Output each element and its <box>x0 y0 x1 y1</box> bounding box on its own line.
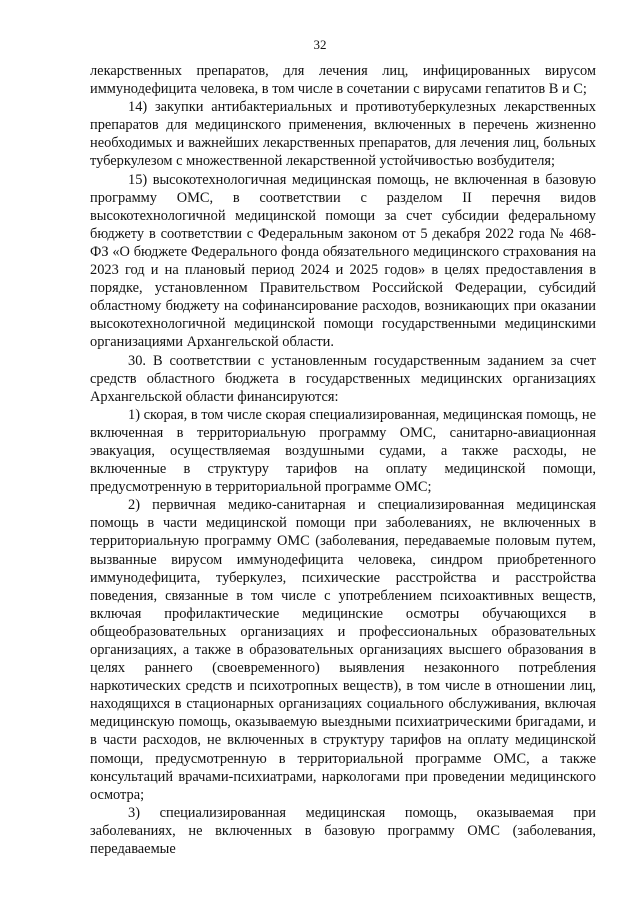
paragraph-item-15: 15) высокотехнологичная медицинская помощь, не включенная в базовую программу ОМС, в соответствии с разделом II перечня видов высокотехнологичной медицинской помощи за счет субсидии федеральному бюджету в соответствии с Федеральным законом от 5 декабря 2022 года № 468-ФЗ «О бюджете Федерального фонда обязательного медицинского страхования на 2023 год и на плановый период 2024 и 2025 годов» в целях предоставления в порядке, установленном Правительством Российской Федерации, субсидий областному бюджету на софинансирование расходов, возникающих при оказании высокотехнологичной медицинской помощи государственными медицинскими организациями Архангельской области. <box>90 171 596 351</box>
document-body <box>90 62 596 858</box>
page-number: 32 <box>313 37 327 52</box>
paragraph-continuation: лекарственных препаратов, для лечения лиц, инфицированных вирусом иммунодефицита человека, в том числе в сочетании с вирусами гепатитов B и C; <box>90 63 596 98</box>
paragraph-subitem-1: 1) скорая, в том числе скорая специализированная, медицинская помощь, не включенная в территориальную программу ОМС, санитарно-авиационная эвакуация, осуществляемая воздушными судами, а также расходы, не включенные в структуру тарифов на оплату медицинской помощи, предусмотренную в территориальной программе ОМС; <box>90 406 596 496</box>
paragraph-item-14: 14) закупки антибактериальных и противотуберкулезных лекарственных препаратов для медицинского применения, включенных в перечень жизненно необходимых и важнейших лекарственных препаратов, для лечения лиц, больных туберкулезом с множественной лекарственной устойчивостью возбудителя; <box>90 99 596 170</box>
paragraph-subitem-2: 2) первичная медико-санитарная и специализированная медицинская помощь в части медицинской помощи при заболеваниях, не включенных в территориальную программу ОМС (заболевания, передаваемые половым путем, вызванные вирусом иммунодефицита человека, синдром приобретенного иммунодефицита, туберкулез, психические расстройства и расстройства поведения, связанные в том числе с употреблением психоактивных веществ, включая профилактические медицинские осмотры обучающихся в общеобразовательных организациях и профессиональных образовательных организациях, а также в образовательных организациях высшего образования в целях раннего (своевременного) выявления незаконного потребления наркотических средств и психотропных веществ), в том числе в отношении лиц, находящихся в стационарных организациях социального обслуживания, включая медицинскую помощь, оказываемую выездными психиатрическими бригадами, и в части расходов, не включенных в структуру тарифов на оплату медицинской помощи, предусмотренную в территориальной программе ОМС, а также консультаций врачами-психиатрами, наркологами при проведении медицинского осмотра; <box>90 497 596 803</box>
paragraph-subitem-3: 3) специализированная медицинская помощь, оказываемая при заболеваниях, не включенных в базовую программу ОМС (заболевания, передаваемые <box>90 804 596 858</box>
paragraph-section-30: 30. В соответствии с установленным государственным заданием за счет средств областного бюджета в государственных медицинских организациях Архангельской области финансируются: <box>90 352 596 405</box>
